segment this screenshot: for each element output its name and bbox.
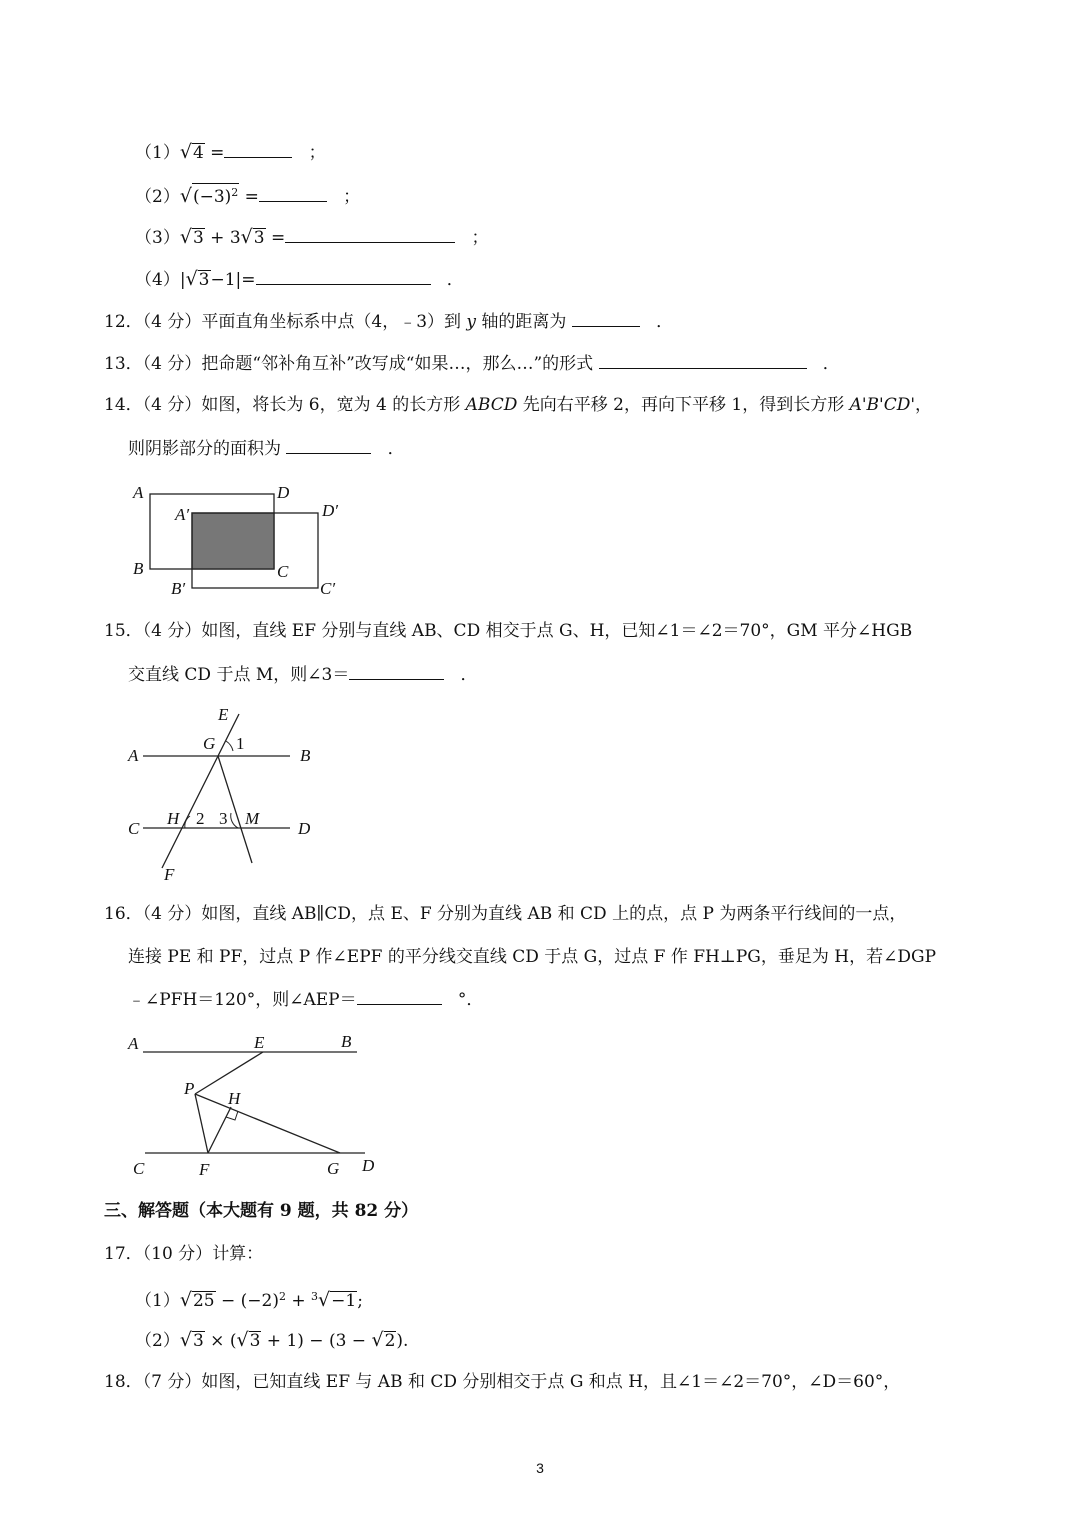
question-14-line2: 则阴影部分的面积为 ． — [128, 439, 405, 459]
label-H: H — [228, 1089, 241, 1108]
answer-blank[interactable] — [357, 988, 442, 1005]
answer-blank[interactable] — [224, 141, 292, 158]
label-M: M — [245, 809, 260, 828]
label-B: B — [133, 559, 144, 578]
question-16-line2: 连接 PE 和 PF，过点 P 作∠EPF 的平分线交直线 CD 于点 G，过点 F 作 FH⊥PG，垂足为 H，若∠DGP — [128, 947, 937, 967]
q11-part4: （4）|√3−1|= ． — [135, 268, 464, 290]
label-E: E — [218, 705, 229, 724]
answer-blank[interactable] — [285, 226, 455, 243]
question-16: 16．（4 分）如图，直线 AB∥CD，点 E、F 分别为直线 AB 和 CD 上的点，点 P 为两条平行线间的一点， — [104, 904, 907, 924]
question-16-line3: ﹣∠PFH＝120°，则∠AEP＝ °． — [128, 990, 484, 1010]
label-C: C — [277, 562, 289, 581]
question-13: 13．（4 分）把命题“邻补角互补”改写成“如果…，那么…”的形式 ． — [104, 354, 840, 374]
label-B: B — [300, 746, 311, 765]
question-15-line2: 交直线 CD 于点 M，则∠3＝ ． — [128, 665, 478, 685]
label-A: A — [133, 483, 144, 502]
label-D: D — [362, 1156, 375, 1175]
label-G: G — [203, 734, 216, 753]
label-B-prime: B′ — [171, 579, 186, 598]
label-P: P — [184, 1079, 195, 1098]
q11-part1: （1）√4 = ； — [135, 141, 326, 163]
answer-blank[interactable] — [259, 185, 327, 202]
label-D: D — [298, 819, 311, 838]
q17-part1: $(1)√25 - (-2)^2 + ^3√-1$; — [135, 1289, 363, 1311]
angle-1-label: 1 — [236, 734, 245, 753]
answer-blank[interactable] — [572, 310, 640, 327]
label-A-prime: A′ — [175, 505, 190, 524]
section-title: 三、解答题（本大题有 9 题，共 82 分） — [104, 1201, 419, 1221]
figure-q16-parallel-lines — [125, 1028, 385, 1183]
answer-blank[interactable] — [256, 268, 431, 285]
question-17: 17．（10 分）计算： — [104, 1244, 264, 1264]
label-H: H — [167, 809, 180, 828]
page-number: 3 — [536, 1460, 544, 1476]
q11-part3: （3）√3 + 3√3 = ； — [135, 226, 489, 248]
figure-q14-rectangles — [125, 478, 355, 603]
question-15: 15．（4 分）如图，直线 EF 分别与直线 AB、CD 相交于点 G、H，已知∠1＝∠2＝70°，GM 平分∠HGB — [104, 621, 913, 641]
label-C: C — [128, 819, 140, 838]
label-D: D — [277, 483, 290, 502]
figure-q15-lines — [125, 700, 325, 885]
question-14: 14．（4 分）如图，将长为 6，宽为 4 的长方形 ABCD 先向右平移 2，再向下平移 1，得到长方形 A'B'CD'， — [104, 395, 933, 415]
label-E: E — [254, 1033, 265, 1052]
q17-part2: （2）√3 × (√3 + 1) − (3 − √2). — [135, 1329, 409, 1351]
question-18: 18．（7 分）如图，已知直线 EF 与 AB 和 CD 分别相交于点 G 和点 H，且∠1＝∠2＝70°，∠D＝60°， — [104, 1372, 901, 1392]
label-D-prime: D′ — [322, 501, 338, 520]
q11-part2: $(2)√(-3)^2$ = ； — [135, 185, 361, 207]
label-C: C — [133, 1159, 145, 1178]
label-C-prime: C′ — [320, 579, 336, 598]
label-A: A — [128, 746, 139, 765]
question-12: 12．（4 分）平面直角坐标系中点（4，﹣3）到 y 轴的距离为 ． — [104, 312, 674, 332]
answer-blank[interactable] — [349, 663, 444, 680]
label-B: B — [341, 1032, 352, 1051]
answer-blank[interactable] — [286, 437, 371, 454]
angle-2-label: 2 — [196, 809, 205, 828]
answer-blank[interactable] — [599, 352, 807, 369]
label-F: F — [164, 865, 175, 884]
label-F: F — [199, 1160, 210, 1179]
angle-3-label: 3 — [219, 809, 228, 828]
shaded-overlap — [192, 513, 274, 569]
label-G: G — [327, 1159, 340, 1178]
label-A: A — [128, 1034, 139, 1053]
